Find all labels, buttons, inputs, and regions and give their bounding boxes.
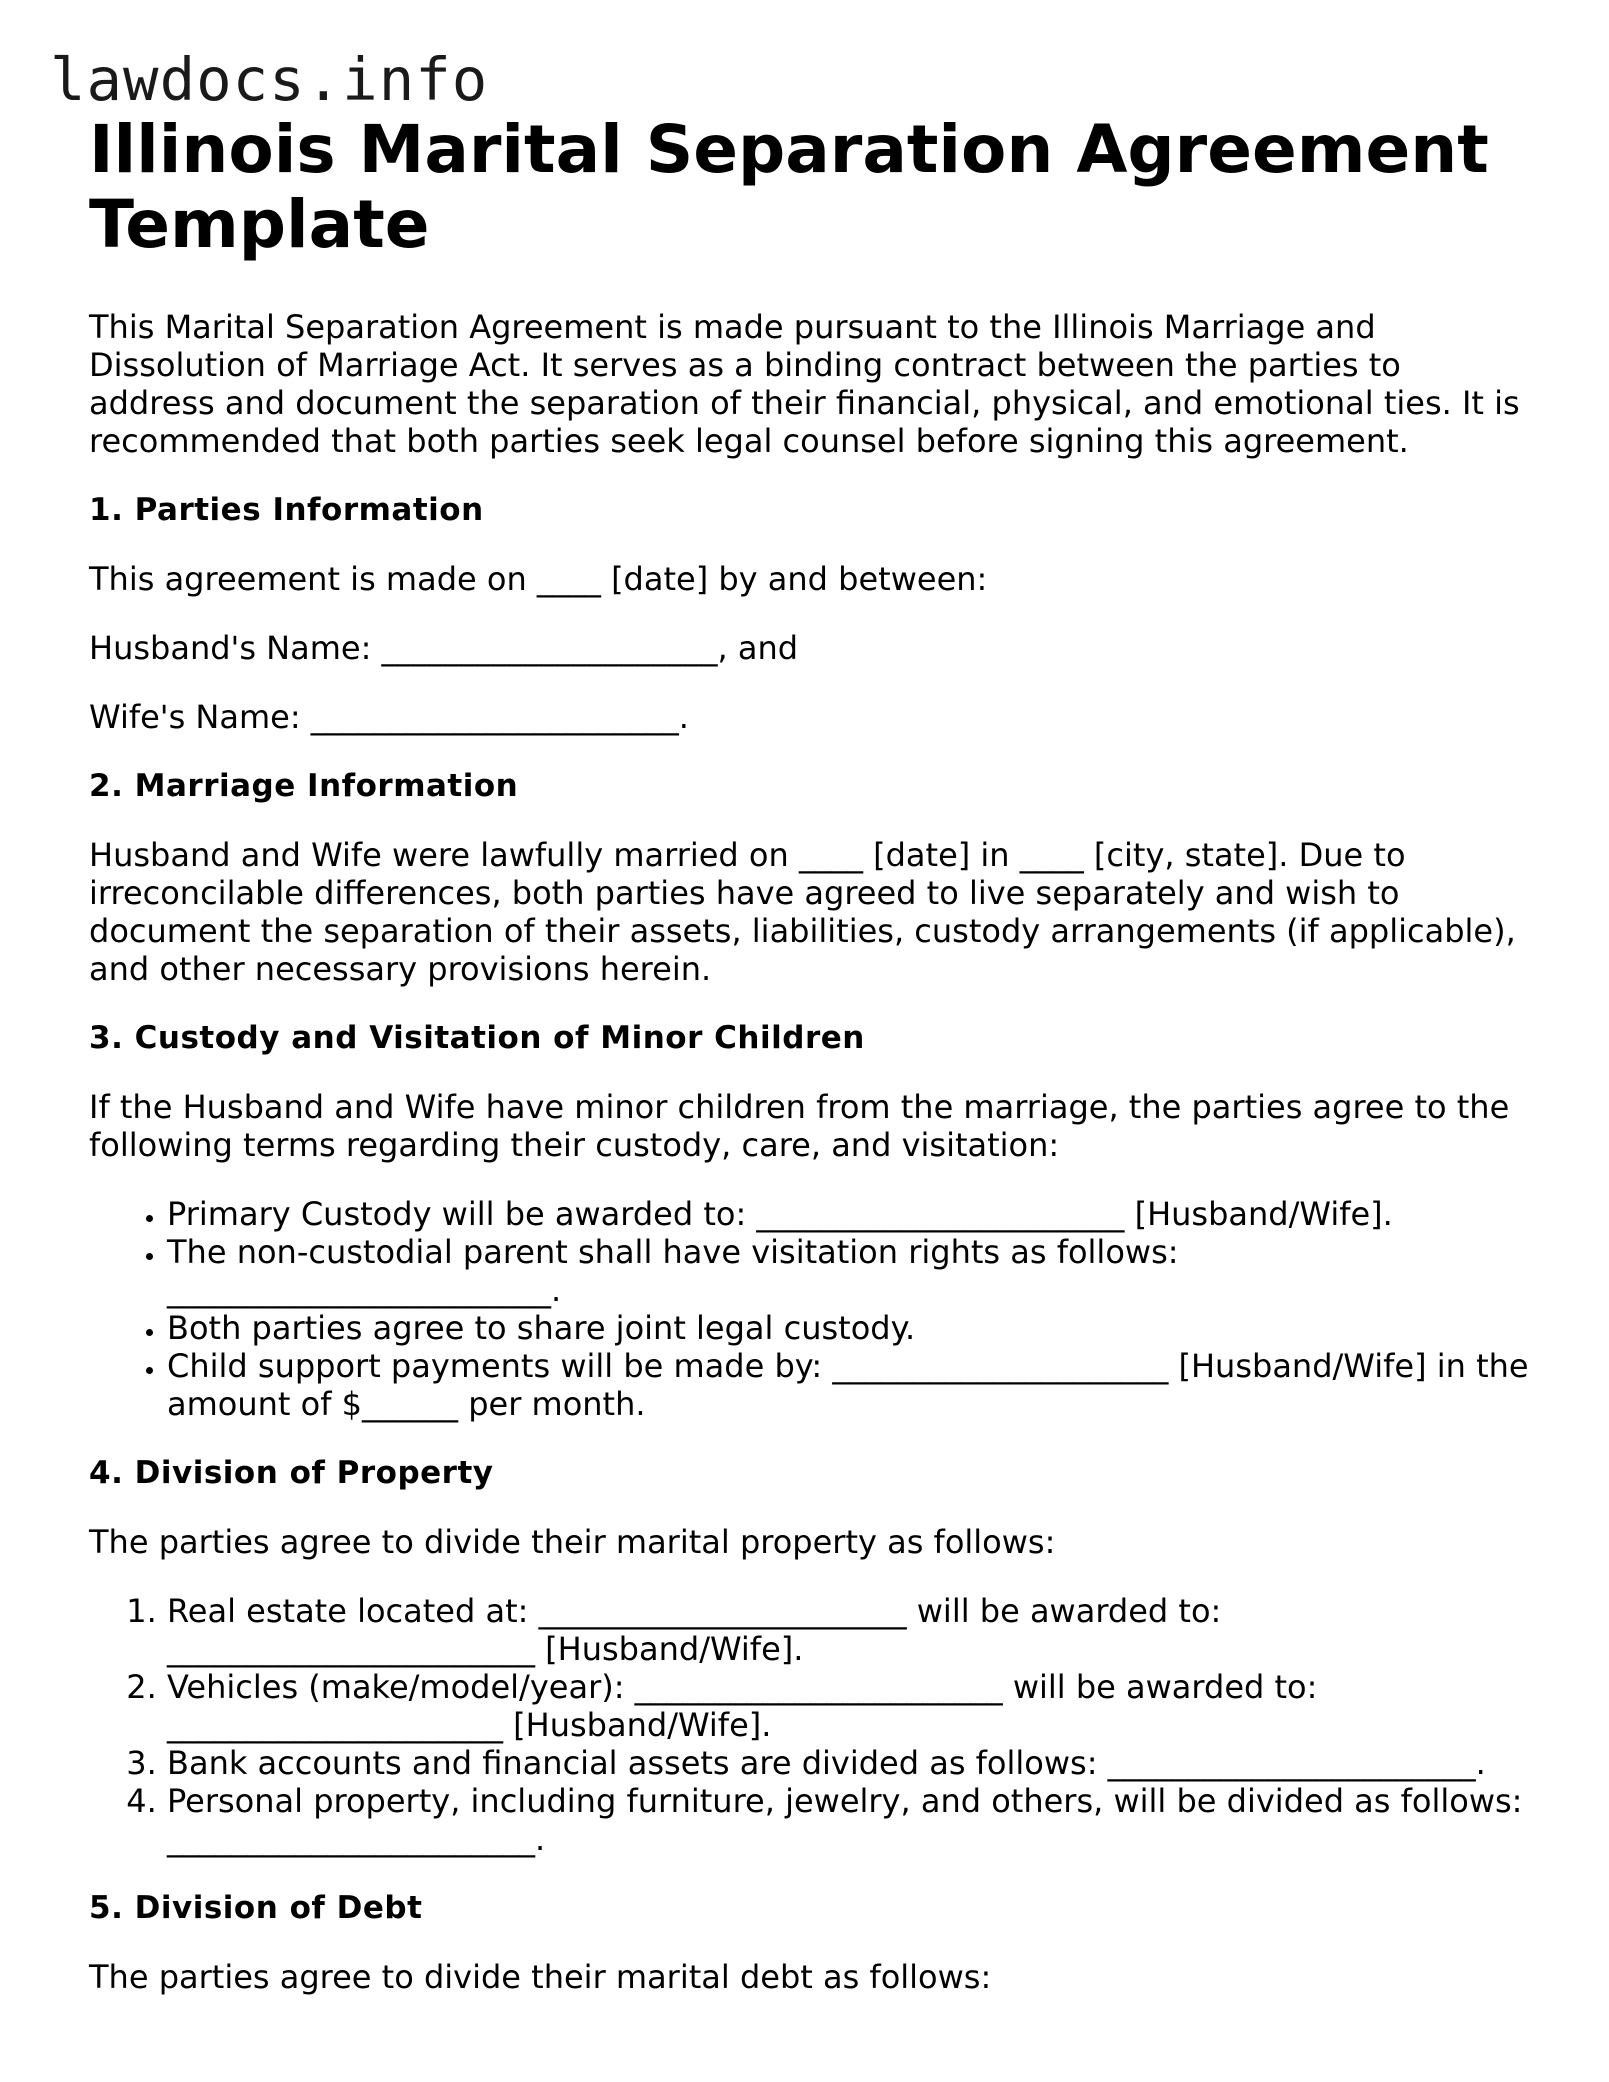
document-title: Illinois Marital Separation Agreement Template (89, 111, 1489, 263)
section-heading-debt: 5. Division of Debt (89, 1890, 423, 1926)
watermark: lawdocs.info (50, 45, 489, 114)
property-list (89, 1592, 1529, 1858)
debt-paragraph: The parties agree to divide their marital debt as follows: (89, 1958, 992, 1996)
list-item: • Child support payments will be made by: _____________________ [Husband/Wife] in the amount of $______ per month. (167, 1347, 1529, 1423)
intro-paragraph: This Marital Separation Agreement is made pursuant to the Illinois Marriage and Dissolution of Marriage Act. It serves as a binding contract between the parties to address and document the separation of their financial, physical, and emotional ties. It is recommended that both parties seek legal counsel before signing this agreement. (89, 308, 1520, 460)
custody-list (89, 1195, 1529, 1423)
parties-date-line: This agreement is made on ____ [date] by and between: (89, 560, 988, 598)
property-paragraph: The parties agree to divide their marital property as follows: (89, 1523, 1056, 1561)
wife-name-line: Wife's Name: _______________________. (89, 698, 689, 736)
list-item: • Both parties agree to share joint legal custody. (167, 1309, 1529, 1347)
section-heading-property: 4. Division of Property (89, 1455, 494, 1491)
section-heading-parties: 1. Parties Information (89, 492, 484, 528)
husband-name-line: Husband's Name: _____________________, and (89, 629, 799, 667)
section-heading-custody: 3. Custody and Visitation of Minor Children (89, 1020, 865, 1056)
list-item: 4. Personal property, including furniture, jewelry, and others, will be divided as follows: _______________________. (167, 1782, 1529, 1858)
document-page (89, 112, 1529, 2027)
custody-paragraph: If the Husband and Wife have minor children from the marriage, the parties agree to the following terms regarding their custody, care, and visitation: (89, 1088, 1510, 1164)
list-item: • Primary Custody will be awarded to: _______________________ [Husband/Wife]. (167, 1195, 1529, 1233)
list-item: 3. Bank accounts and financial assets are divided as follows: _______________________. (167, 1744, 1529, 1782)
list-item: 2. Vehicles (make/model/year): _______________________ will be awarded to: _____________________ [Husband/Wife]. (167, 1668, 1529, 1744)
section-heading-marriage: 2. Marriage Information (89, 768, 519, 804)
list-item: 1. Real estate located at: _______________________ will be awarded to: _______________________ [Husband/Wife]. (167, 1592, 1529, 1668)
marriage-paragraph: Husband and Wife were lawfully married on ____ [date] in ____ [city, state]. Due to irreconcilable differences, both parties have agreed to live separately and wish to document the separation of their assets, liabilities, custody arrangements (if applicable), and other necessary provisions herein. (89, 836, 1516, 988)
list-item: • The non-custodial parent shall have visitation rights as follows: ________________________. (167, 1233, 1529, 1309)
